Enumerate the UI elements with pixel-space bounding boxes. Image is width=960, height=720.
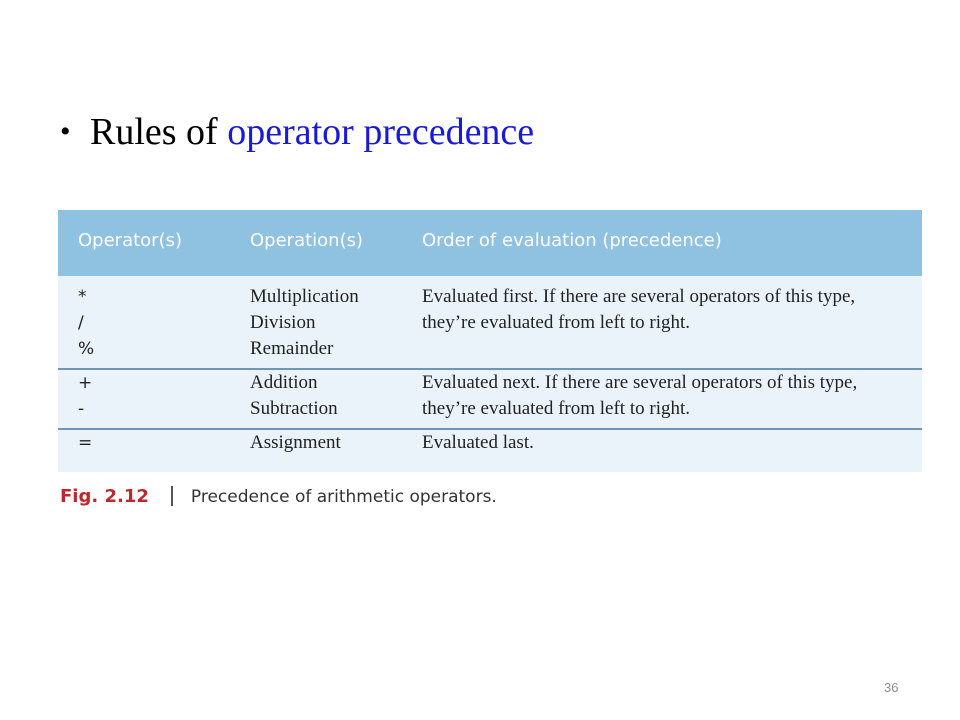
operation-name: Subtraction xyxy=(250,398,338,419)
caption-text: Precedence of arithmetic operators. xyxy=(190,487,497,507)
order-cell: Evaluated next. If there are several operators of this type, they’re evaluated from left to right. xyxy=(422,372,858,419)
table-row xyxy=(58,370,922,426)
order-cell: Evaluated last. xyxy=(422,432,534,453)
operation-name: Addition xyxy=(250,372,318,393)
bullet-text-prefix: Rules of xyxy=(90,111,228,153)
table-row xyxy=(58,284,922,368)
operations-cell xyxy=(250,430,341,456)
order-cell: Evaluated first. If there are several operators of this type, they’re evaluated from left to right. xyxy=(422,286,856,333)
operations-cell xyxy=(250,370,338,422)
figure-label: Fig. 2.12 xyxy=(60,486,149,507)
operators-cell xyxy=(78,430,92,456)
operators-cell xyxy=(78,370,92,422)
table-row xyxy=(58,430,922,466)
operation-name: Remainder xyxy=(250,338,334,359)
operator-symbol: / xyxy=(78,313,84,333)
table-header xyxy=(58,210,922,276)
operator-symbol: + xyxy=(78,373,93,393)
header-operators: Operator(s) xyxy=(78,230,182,251)
operation-name: Division xyxy=(250,312,316,333)
operators-cell xyxy=(78,284,94,362)
operator-symbol: = xyxy=(78,433,93,453)
caption-separator xyxy=(171,486,173,506)
header-order: Order of evaluation (precedence) xyxy=(422,230,722,251)
slide-number: 36 xyxy=(884,680,899,695)
operator-symbol: % xyxy=(78,339,95,359)
operation-name: Multiplication xyxy=(250,286,359,307)
bullet-text-emphasis: operator precedence xyxy=(227,111,535,153)
operator-symbol: - xyxy=(78,399,85,419)
bullet-dot: • xyxy=(60,115,71,148)
operations-cell xyxy=(250,284,359,362)
bullet-point xyxy=(60,108,534,156)
operation-name: Assignment xyxy=(250,432,341,453)
operator-symbol: * xyxy=(78,287,87,307)
header-operations: Operation(s) xyxy=(250,230,364,251)
figure-caption xyxy=(60,486,497,507)
precedence-table xyxy=(58,210,922,472)
